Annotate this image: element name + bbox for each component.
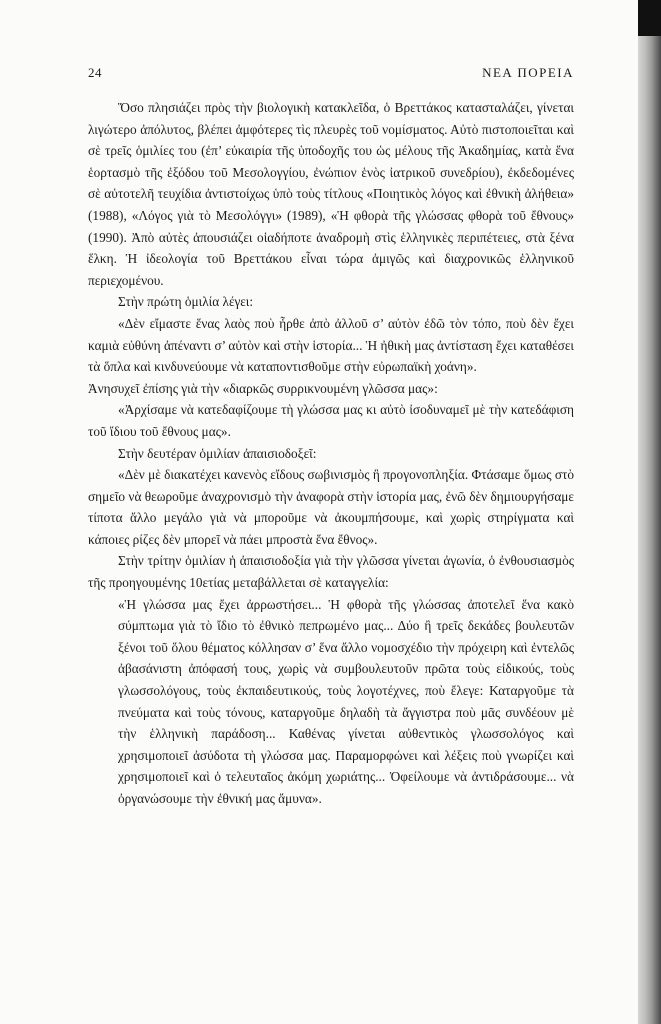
running-title: ΝΕΑ ΠΟΡΕΙΑ: [482, 65, 574, 80]
paragraph-second-speech-lead: Στὴν δευτέραν ὁμιλίαν ἀπαισιοδοξεῖ:: [118, 445, 317, 461]
paragraph-language-concern: Ἀνησυχεῖ ἐπίσης γιὰ τὴν «διαρκῶς συρρικνουμένη γλῶσσα μας»:: [88, 380, 438, 396]
paragraph-third-speech-lead: Στὴν τρίτην ὁμιλίαν ἡ ἀπαισιοδοξία γιὰ τὴν γλῶσσα γίνεται ἀγωνία, ὁ ἐνθουσιασμὸς τῆς προηγουμένης 10ετίας μεταβάλλεται σὲ καταγγελία:: [88, 553, 574, 591]
page-number: 24: [88, 65, 102, 80]
paragraph-first-speech-lead: Στὴν πρώτη ὁμιλία λέγει:: [118, 294, 254, 310]
body-text: [88, 97, 574, 810]
scan-corner-dark: [638, 0, 661, 36]
paragraph-intro: Ὅσο πλησιάζει πρὸς τὴν βιολογικὴ κατακλεῖδα, ὁ Βρεττάκος κατασταλάζει, γίνεται λιγώτερο ἀπόλυτος, βλέπει ἀμφότερες τὶς πλευρὲς τοῦ νομίσματος. Αὐτὸ πιστοποιεῖται καὶ σὲ τρεῖς ὁμιλίες του (ἐπ’ εὐκαιρία τῆς ὑποδοχῆς του ὡς μέλους τῆς Ἀκαδημίας, κατὰ ἕνα ἑορτασμὸ τῆς ἐξόδου τοῦ Μεσολογγίου, ἐνώπιον ἑνὸς ἰατρικοῦ συνεδρίου), ἐκδεδομένες σὲ αὐτοτελῆ τευχίδια ἀντιστοίχως ὑπὸ τοὺς τίτλους «Ποιητικὸς λόγος καὶ ἐθνικὴ ἀλήθεια» (1988), «Λόγος γιὰ τὸ Μεσολόγγι» (1989), «Ἡ φθορὰ τῆς γλώσσας φθορὰ τοῦ ἔθνους» (1990). Ἀπὸ αὐτὲς ἀπουσιάζει οἱαδήποτε ἀναδρομὴ στὶς ἑλληνικὲς περιπέτειες, στὰ ξένα ἕλκη. Ἡ ἰδεολογία τοῦ Βρεττάκου εἶναι τώρα ἀμιγῶς καὶ διαχρονικῶς ἑλληνικοῦ περιεχομένου.: [88, 100, 574, 288]
quote-third-speech: «Ἡ γλώσσα μας ἔχει ἀρρωστήσει... Ἡ φθορὰ τῆς γλώσσας ἀποτελεῖ ἕνα κακὸ σύμπτωμα γιὰ τὸ ἴδιο τὸ ἐθνικὸ πεπρωμένο μας... Δύο ἢ τρεῖς δεκάδες βουλευτῶν ξένοι τοῦ ὅλου θέματος κόλλησαν σ’ ἕνα ἄλλο νομοσχέδιο τὴν πρόχειρη καὶ ἐντελῶς ἀβασάνιστη ἀπόφασή τους, χωρὶς νὰ συμβουλευτοῦν πρῶτα τοὺς εἰδικούς, τοὺς γλωσσολόγους, τοὺς ἐκπαιδευτικούς, τοὺς λογοτέχνες, ποὺ ἔλεγε: Καταργοῦμε τὰ πνεύματα καὶ τοὺς τόνους, καταργοῦμε δηλαδὴ τὰ ἄγγιστρα ποὺ μᾶς συνδέουν μὲ τὴν ἑλληνικὴ παράδοση... Καθένας γίνεται αὐθεντικὸς γλωσσολόγος καὶ χρησιμοποιεῖ ἀσύδοτα τὴ γλώσσα μας. Παραμορφώνει καὶ λέξεις ποὺ γνωρίζει καὶ χρησιμοποιεῖ καὶ ὁ τελευταῖος ἀκόμη χωριάτης... Ὀφείλουμε νὰ ἀντιδράσουμε... νὰ ὀργανώσουμε τὴν ἐθνική μας ἄμυνα».: [118, 596, 574, 806]
page-edge-shadow: [638, 0, 661, 1024]
quote-second-speech: «Δὲν μὲ διακατέχει κανενὸς εἴδους σωβινισμὸς ἢ προγονοπληξία. Φτάσαμε ὅμως στὸ σημεῖο νὰ θεωροῦμε ἀναχρονισμὸ τὴν ἀναφορὰ στὴν ἱστορία μας, ἐνῶ δὲν δημιουργήσαμε τίποτα ἄλλο μεγάλο γιὰ νὰ μποροῦμε νὰ ἀκουμπήσουμε, καὶ χωρὶς στηρίγματα καὶ κάποιες ρίζες δὲν μπορεῖ νὰ πάει μπροστὰ ἕνα ἔθνος».: [88, 467, 574, 547]
page-header: [88, 65, 574, 81]
quote-first-speech: «Δὲν εἴμαστε ἕνας λαὸς ποὺ ἦρθε ἀπὸ ἀλλοῦ σ’ αὐτὸν ἐδῶ τὸν τόπο, ποὺ δὲν ἔχει καμιὰ εὐθύνη ἀπέναντι σ’ αὐτὸν καὶ στὴν ἱστορία... Ἡ ἠθικὴ μας ἀντίσταση ἔχει καταθέσει τὰ ὅπλα καὶ κινδυνεύουμε νὰ καταποντισθοῦμε στὴν εὐρωπαϊκὴ χοάνη».: [88, 315, 574, 375]
quote-language-demolition: «Ἀρχίσαμε νὰ κατεδαφίζουμε τὴ γλώσσα μας κι αὐτὸ ἰσοδυναμεῖ μὲ τὴν κατεδάφιση τοῦ ἴδιου τοῦ ἔθνους μας».: [88, 402, 574, 439]
